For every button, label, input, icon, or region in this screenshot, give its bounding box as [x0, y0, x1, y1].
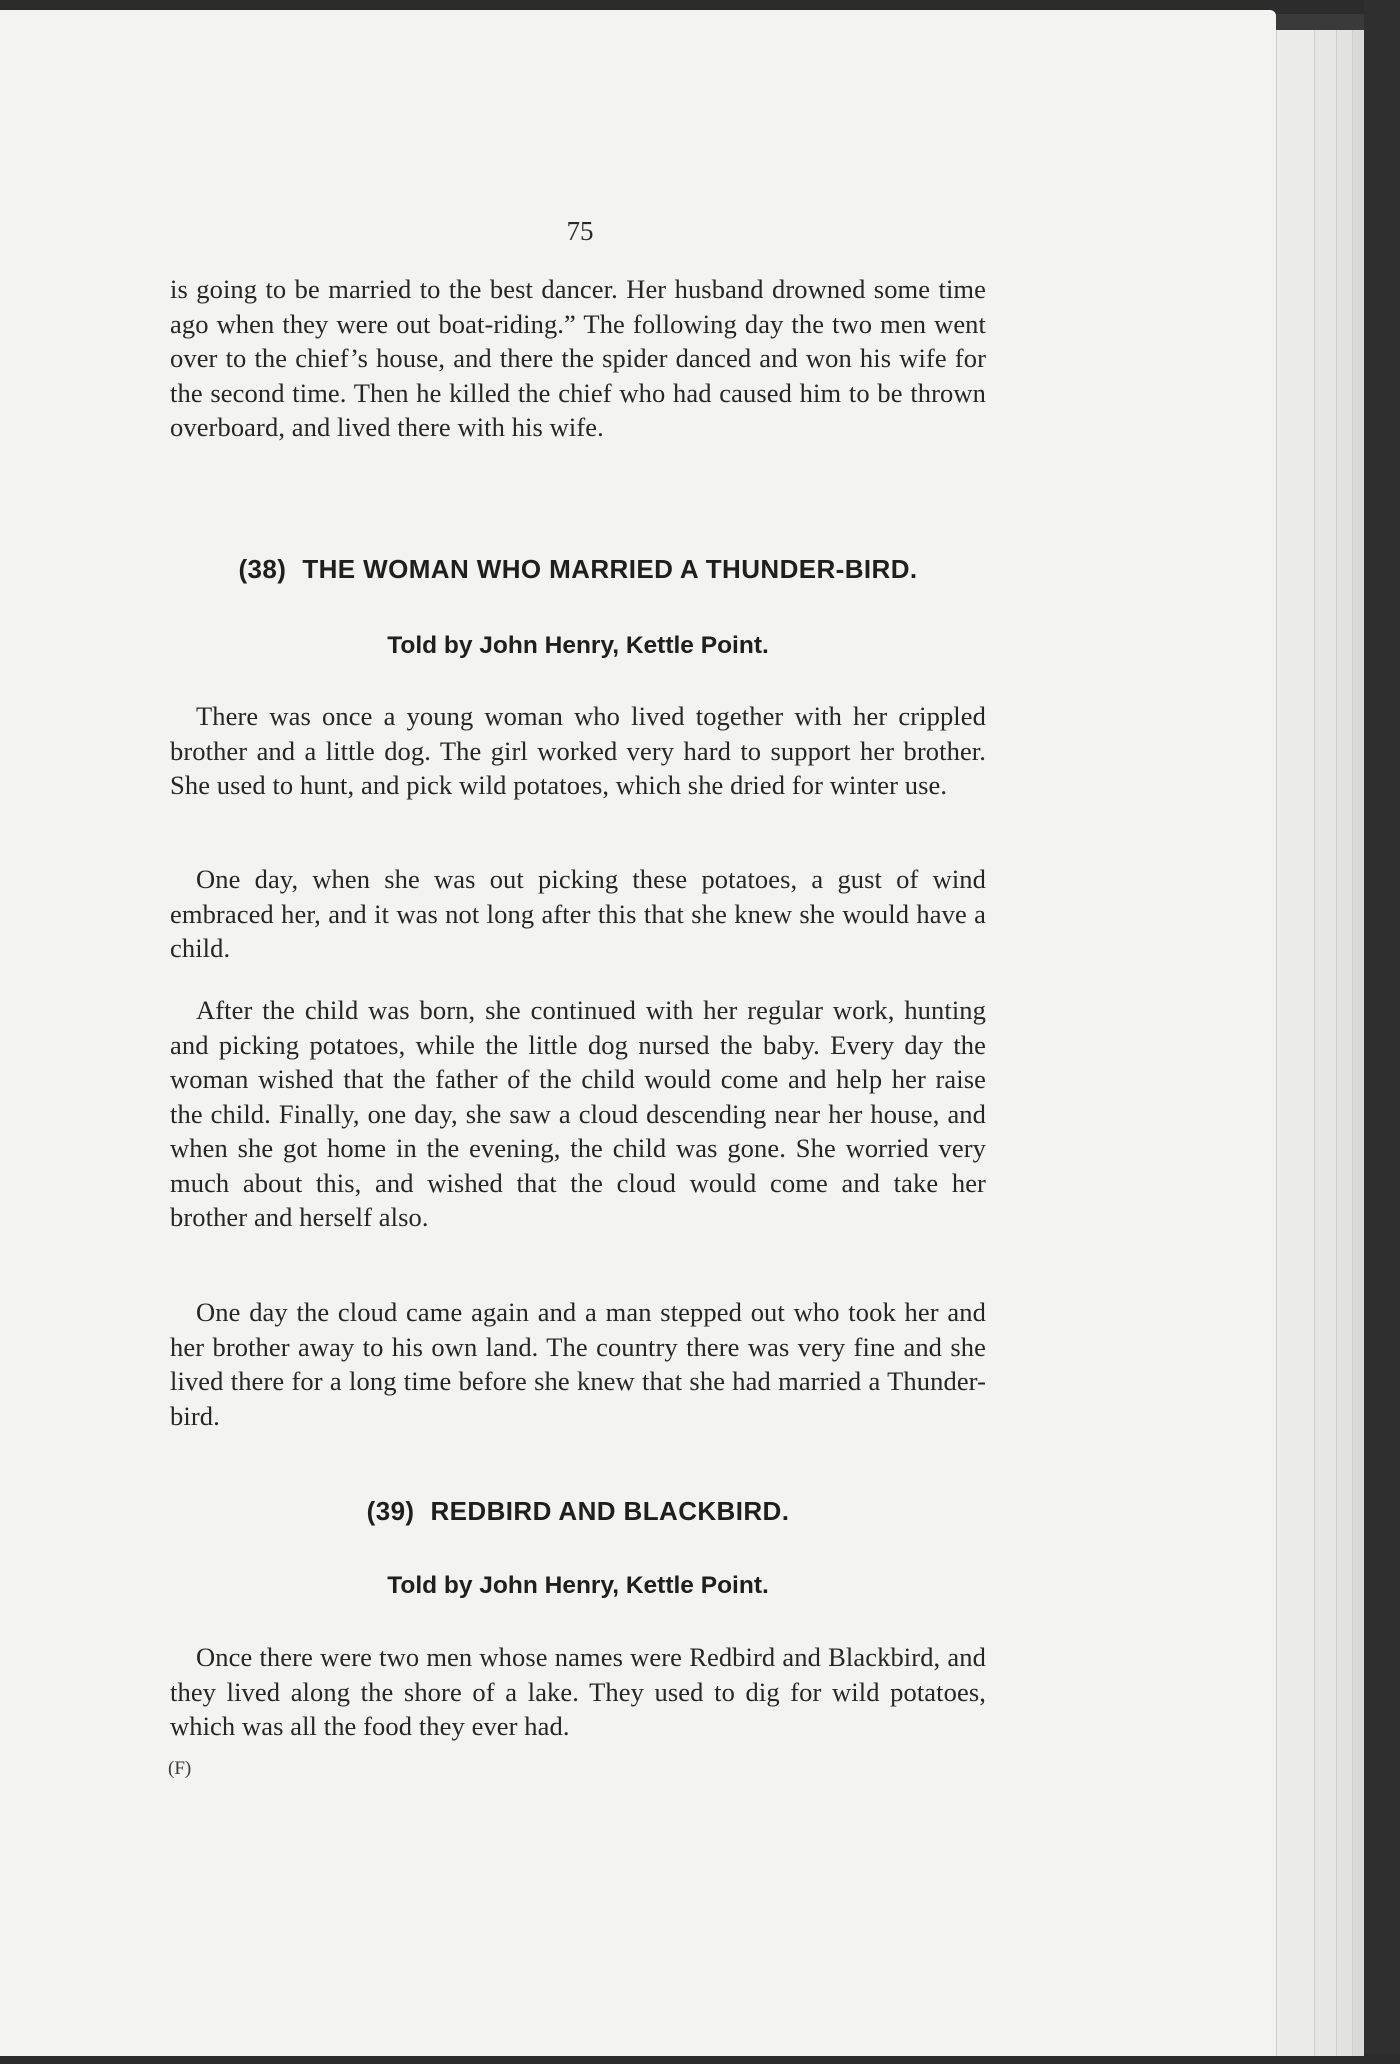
opening-paragraph: is going to be married to the best dancer. Her husband drowned some time ago when they were out boat-riding.” The following day the two men went over to the chief’s house, and there the spider danced and won his wife for the second time. Then he killed the chief who had caused him to be thrown overboard, and lived there with his wife. — [170, 274, 986, 442]
story-number: (39) — [366, 1496, 415, 1526]
signature-mark: (F) — [168, 1758, 192, 1779]
story-38-paragraph-4-block — [170, 1295, 986, 1433]
page-stack-edge — [1336, 30, 1352, 2056]
story-teller-39: Told by John Henry, Kettle Point. — [387, 1572, 769, 1599]
story-38-paragraph-2-block — [170, 862, 986, 966]
story-title: REDBIRD AND BLACKBIRD. — [430, 1496, 790, 1526]
paragraph: One day the cloud came again and a man stepped out who took her and her brother away to his own land. The country there was very fine and she lived there for a long time before she knew that she had married a Thunder-bird. — [170, 1297, 986, 1431]
page-stack-edge — [1314, 30, 1336, 2056]
scanner-right-edge — [1364, 0, 1400, 2064]
page-edge-line — [1352, 30, 1353, 2056]
story-38-paragraph-3-block — [170, 993, 986, 1235]
story-38-paragraph-1-block — [170, 699, 986, 803]
page-edge-line — [1314, 30, 1315, 2056]
paragraph: Once there were two men whose names were Redbird and Blackbird, and they lived along the shore of a lake. They used to dig for wild potatoes, which was all the food they ever had. — [170, 1642, 986, 1741]
page-edge-line — [1336, 30, 1337, 2056]
page-number: 75 — [566, 216, 594, 246]
paragraph: One day, when she was out picking these potatoes, a gust of wind embraced her, and it was not long after this that she knew she would have a child. — [170, 864, 986, 963]
paragraph: There was once a young woman who lived together with her crippled brother and a little dog. The girl worked very hard to support her brother. She used to hunt, and pick wild potatoes, which she dried for winter use. — [170, 701, 986, 800]
story-heading-39 — [170, 1496, 986, 1527]
story-39-paragraph-1-block — [170, 1640, 986, 1744]
opening-paragraph-block — [170, 272, 986, 445]
page-stack-edge — [1352, 30, 1364, 2056]
page-edge-line — [1276, 30, 1277, 2056]
story-number: (38) — [238, 554, 287, 584]
story-teller-38: Told by John Henry, Kettle Point. — [387, 632, 769, 659]
paragraph: After the child was born, she continued with her regular work, hunting and picking potatoes, while the little dog nursed the baby. Every day the woman wished that the father of the child would come and help her raise the child. Finally, one day, she saw a cloud descending near her house, and when she got home in the evening, the child was gone. She worried very much about this, and wished that the cloud would come and take her brother and herself also. — [170, 995, 986, 1232]
story-title: THE WOMAN WHO MARRIED A THUNDER-BIRD. — [302, 554, 918, 584]
page-stack-edge — [1276, 30, 1314, 2056]
story-heading-38 — [170, 554, 986, 585]
